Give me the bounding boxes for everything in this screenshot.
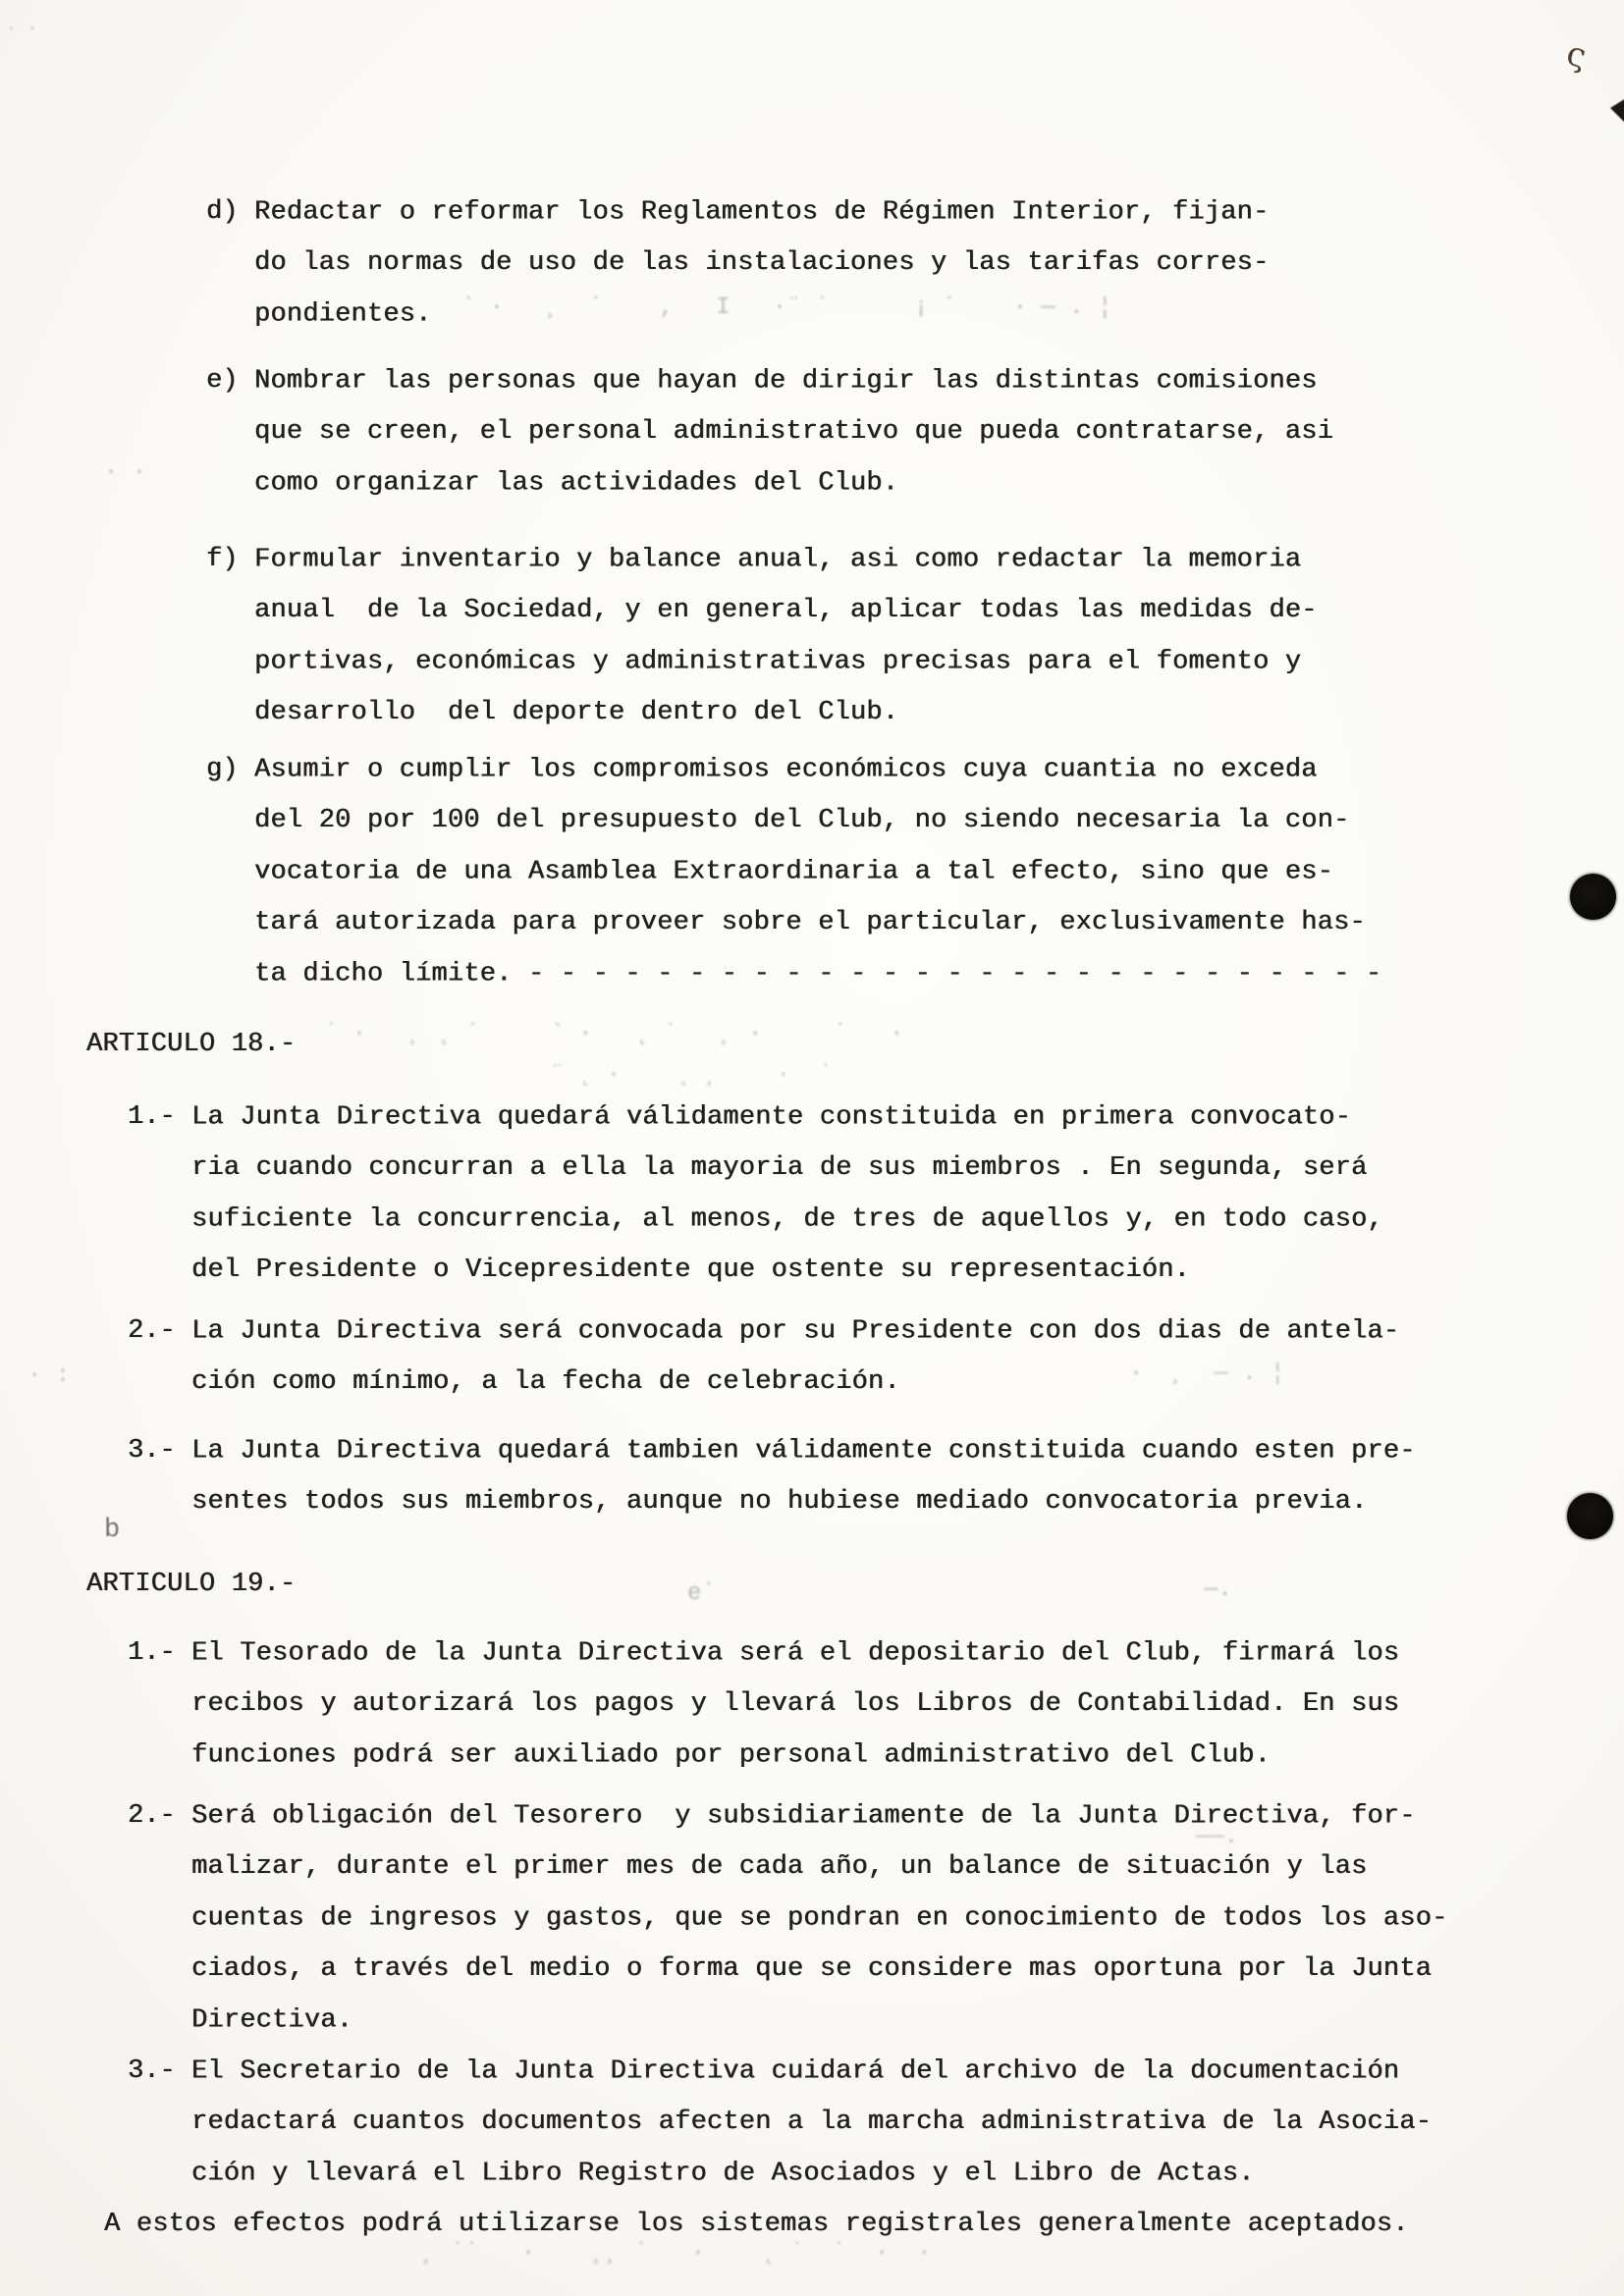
item-e	[0, 355, 1624, 508]
text-line: redactará cuantos documentos afecten a la marcha administrativa de la Asocia-	[191, 2108, 1433, 2137]
text-line: Asumir o cumplir los compromisos económicos cuya cuantia no exceda	[254, 755, 1318, 785]
item-label: d)	[206, 197, 239, 227]
pen-curl-mark: ς	[1563, 33, 1590, 77]
text-line: ciados, a través del medio o forma que se considere mas oportuna por la Junta	[191, 1954, 1433, 1984]
text-line: sentes todos sus miembros, aunque no hubiese mediado convocatoria previa.	[191, 1487, 1368, 1517]
text-line: desarrollo del deporte dentro del Club.	[254, 698, 899, 727]
ghost-art19-dash: ―.	[1204, 1576, 1232, 1603]
text-line: La Junta Directiva será convocada por su Presidente con dos dias de antela-	[191, 1316, 1400, 1347]
item-18-2	[0, 1306, 1624, 1408]
text-line: ta dicho límite. - - - - - - - - - - - - - - - - - - - - - - - - - - -	[254, 959, 1382, 989]
text-line: del 20 por 100 del presupuesto del Club, no siendo necesaria la con-	[254, 806, 1350, 835]
item-label: 2.-	[128, 1801, 176, 1831]
text-line: ria cuando concurran a ella la mayoria de sus miembros . En segunda, será	[191, 1153, 1368, 1183]
ghost-b-margin: b	[104, 1516, 121, 1545]
item-19-3	[0, 2046, 1624, 2199]
ghost-pre-18-1: ¨ ˛ · ˛ ¸ · ˙	[550, 1062, 834, 1089]
text-line: Será obligación del Tesorero y subsidiariamente de la Junta Directiva, for-	[191, 1801, 1416, 1832]
ghost-19-2-dash: ――.	[1196, 1824, 1239, 1850]
text-line: recibos y autorizará los pagos y llevará los Libros de Contabilidad. En sus	[191, 1689, 1400, 1719]
ghost-bottom: ¸ ˙˙ · ¸¸ ˙ · ˛ ˙ ˙ · ·	[422, 2240, 932, 2267]
text-line: tará autorizada para proveer sobre el particular, exclusivamente has-	[254, 908, 1366, 937]
text-line: ción y llevará el Libro Registro de Asociados y el Libro de Actas.	[191, 2159, 1255, 2189]
item-18-1	[0, 1092, 1624, 1296]
edge-ink-mark-icon	[1610, 98, 1624, 124]
ghost-under-d: ` · ¸ ˙ , I ·¨ ˙ ¡ ˙ · ― . ¦	[461, 294, 1112, 321]
text-line: malizar, durante el primer mes de cada año, un balance de situación y las	[191, 1852, 1368, 1882]
heading-articulo-19	[0, 1559, 1624, 1610]
text-line: A estos efectos podrá utilizarse los sistemas registrales generalmente aceptados.	[104, 2210, 1409, 2239]
item-label: 3.-	[128, 1436, 176, 1466]
item-label: 1.-	[128, 1102, 176, 1132]
text-line: La Junta Directiva quedará válidamente constituida en primera convocato-	[191, 1102, 1351, 1133]
text-line: El Secretario de la Junta Directiva cuidará del archivo de la documentación	[191, 2056, 1400, 2087]
item-19-1	[0, 1628, 1624, 1781]
text-line: ción como mínimo, a la fecha de celebración.	[191, 1367, 900, 1397]
text-line: del Presidente o Vicepresidente que ostente su representación.	[191, 1255, 1190, 1285]
item-label: 2.-	[128, 1316, 176, 1346]
item-19-2	[0, 1790, 1624, 2046]
item-label: 3.-	[128, 2056, 176, 2086]
text-line: Directiva.	[191, 2005, 353, 2036]
text-line: vocatoria de una Asamblea Extraordinaria a tal efecto, sino que es-	[254, 857, 1333, 887]
text-line: La Junta Directiva quedará tambien válidamente constituida cuando esten pre-	[191, 1436, 1416, 1467]
item-18-3	[0, 1425, 1624, 1527]
text-line: que se creen, el personal administrativo que pueda contratarse, asi	[254, 417, 1333, 447]
ghost-celebracion: · ¸ ― . ¦	[1129, 1361, 1285, 1387]
text-line: como organizar las actividades del Club.	[254, 468, 899, 499]
text-line: suficiente la concurrencia, al menos, de tres de aquellos y, en todo caso,	[191, 1204, 1383, 1235]
ghost-art18-row: ˙ · ¸ ˛ ˙ ` · ˛ ˙ ¸ · ˙ ·	[324, 1021, 904, 1047]
article-heading: ARTICULO 19.-	[86, 1570, 297, 1599]
item-label: f)	[206, 545, 239, 574]
text-line: El Tesorado de la Junta Directiva será el depositario del Club, firmará los	[191, 1638, 1400, 1669]
ink-dot-bottom	[1567, 1493, 1613, 1539]
item-label: 1.-	[128, 1638, 176, 1668]
ghost-top-left: · ·	[6, 20, 38, 39]
item-label: g)	[206, 755, 239, 784]
text-line: Redactar o reformar los Reglamentos de Régimen Interior, fijan-	[254, 197, 1270, 228]
ghost-left-margin: · :	[27, 1362, 71, 1389]
text-line: Nombrar las personas que hayan de dirigir las distintas comisiones	[254, 366, 1318, 397]
ghost-como-left: · ·	[104, 459, 147, 486]
item-f	[0, 534, 1624, 738]
text-line: do las normas de uso de las instalaciones y las tarifas corres-	[254, 248, 1270, 278]
item-g	[0, 744, 1624, 999]
text-line: Formular inventario y balance anual, asi como redactar la memoria	[254, 545, 1302, 575]
text-line: anual de la Sociedad, y en general, aplicar todas las medidas de-	[254, 596, 1318, 625]
text-line: funciones podrá ser auxiliado por personal administrativo del Club.	[191, 1740, 1271, 1771]
text-line: cuentas de ingresos y gastos, que se pondran en conocimiento de todos los aso-	[191, 1903, 1448, 1934]
ink-dot-top	[1570, 874, 1616, 920]
ghost-art19-e: e˙	[687, 1580, 716, 1607]
text-line: pondientes.	[254, 299, 432, 330]
item-label: e)	[206, 366, 239, 396]
text-line: portivas, económicas y administrativas precisas para el fomento y	[254, 647, 1302, 677]
article-heading: ARTICULO 18.-	[86, 1030, 297, 1059]
